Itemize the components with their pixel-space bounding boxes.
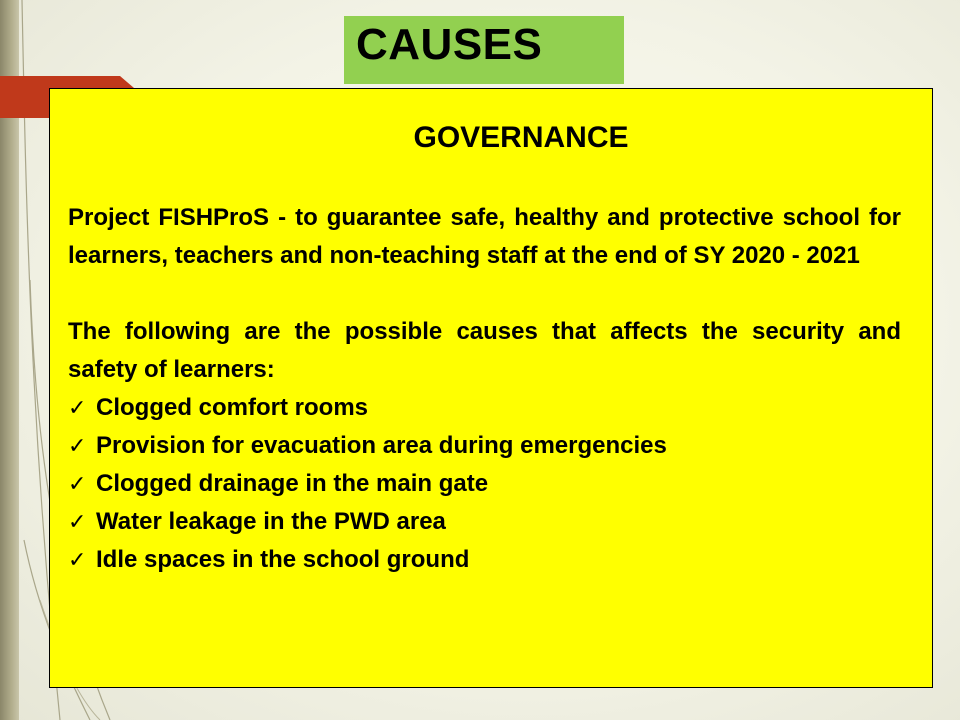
cause-text: Provision for evacuation area during emergencies xyxy=(96,432,667,459)
slide-title: CAUSES xyxy=(356,20,543,69)
cause-text: Water leakage in the PWD area xyxy=(96,508,446,535)
causes-intro: The following are the possible causes that affects the security and safety of learners: xyxy=(68,318,901,383)
check-icon: ✓ xyxy=(68,395,87,420)
check-icon: ✓ xyxy=(68,471,87,496)
list-item xyxy=(68,427,901,465)
cause-text: Idle spaces in the school ground xyxy=(96,546,470,573)
check-icon: ✓ xyxy=(68,509,87,534)
project-description: Project FISHProS - to guarantee safe, healthy and protective school for learners, teachers and non-teaching staff at the end of SY 2020 - 2021 xyxy=(68,204,901,269)
list-item xyxy=(68,503,901,541)
check-icon: ✓ xyxy=(68,547,87,572)
list-item xyxy=(68,465,901,503)
list-item xyxy=(68,389,901,427)
check-icon: ✓ xyxy=(68,433,87,458)
body-text xyxy=(68,199,901,579)
cause-text: Clogged comfort rooms xyxy=(96,394,369,421)
cause-list xyxy=(68,389,901,579)
content-panel xyxy=(49,88,933,688)
section-heading: GOVERNANCE xyxy=(413,121,629,154)
cause-text: Clogged drainage in the main gate xyxy=(96,470,489,497)
list-item xyxy=(68,541,901,579)
title-banner xyxy=(344,16,624,84)
